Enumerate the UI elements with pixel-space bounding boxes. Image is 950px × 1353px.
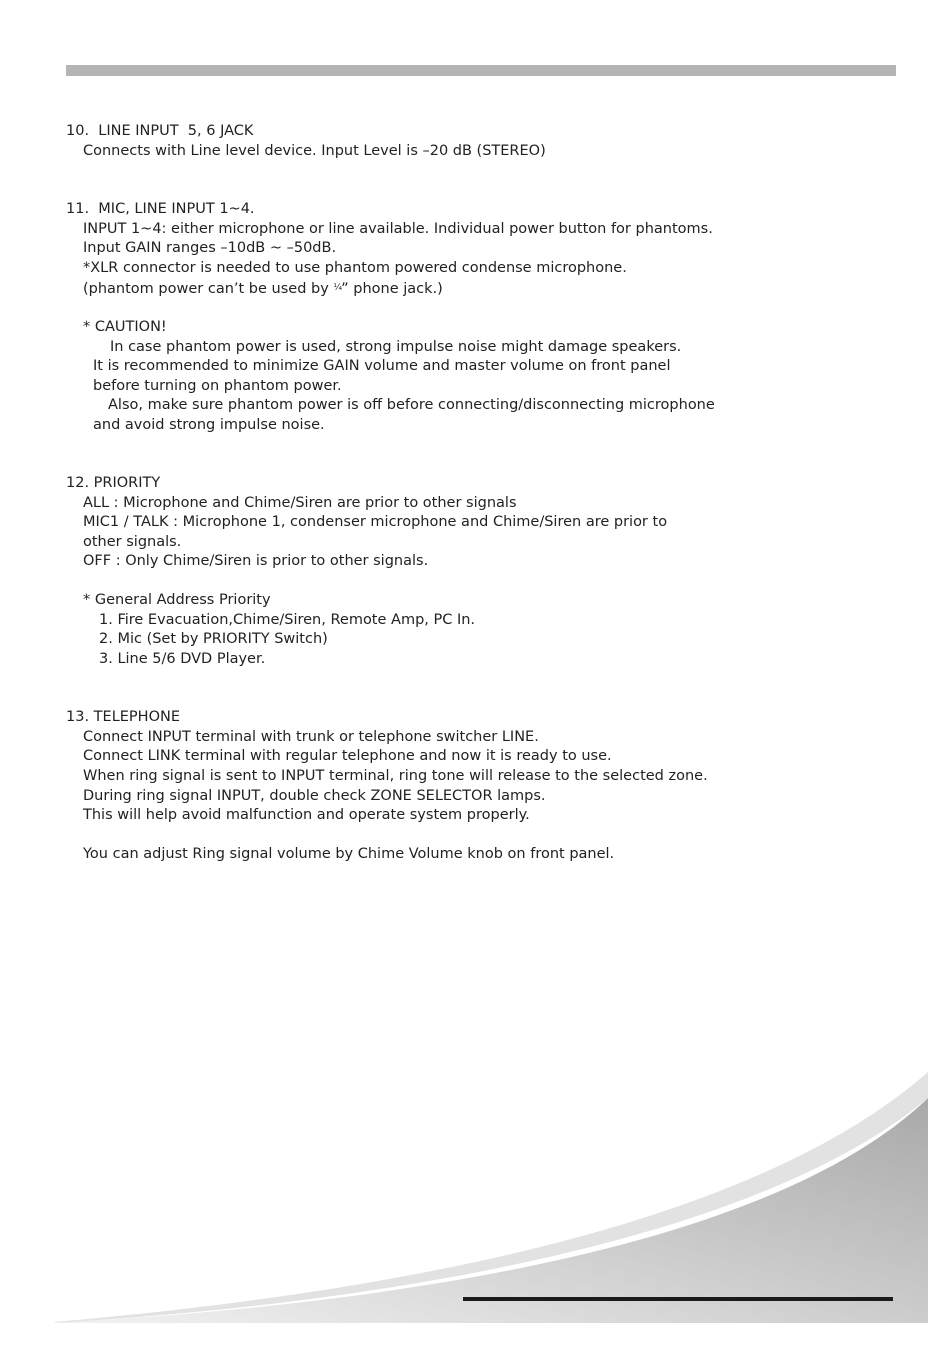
priority-line: OFF : Only Chime/Siren is prior to other signals.: [83, 553, 429, 569]
priority-line: ALL : Microphone and Chime/Siren are prior to other signals: [83, 495, 517, 511]
telephone-note: You can adjust Ring signal volume by Chime Volume knob on front panel.: [83, 846, 615, 862]
general-address-item: 3. Line 5/6 DVD Player.: [99, 651, 266, 667]
section-11-line: Input GAIN ranges –10dB ~ –50dB.: [83, 240, 337, 256]
caution-line: Also, make sure phantom power is off before connecting/disconnecting microphone: [108, 397, 715, 413]
section-11-heading: 11. MIC, LINE INPUT 1~4.: [66, 201, 255, 217]
caution-line: and avoid strong impulse noise.: [93, 417, 325, 433]
phantom-note-text-end: ” phone jack.): [341, 281, 443, 297]
caution-line: before turning on phantom power.: [93, 378, 342, 394]
section-12-heading: 12. PRIORITY: [66, 475, 161, 491]
telephone-line: During ring signal INPUT, double check ZONE SELECTOR lamps.: [83, 788, 546, 804]
priority-line: other signals.: [83, 534, 182, 550]
caution-line: It is recommended to minimize GAIN volume and master volume on front panel: [93, 358, 671, 374]
general-address-item: 2. Mic (Set by PRIORITY Switch): [99, 631, 328, 647]
section-10-line: Connects with Line level device. Input Level is –20 dB (STEREO): [83, 143, 546, 159]
footer-rule-line: [463, 1297, 893, 1301]
section-10-heading: 10. LINE INPUT 5, 6 JACK: [66, 123, 254, 139]
section-11-line: *XLR connector is needed to use phantom powered condense microphone.: [83, 260, 627, 276]
phantom-note-text: (phantom power can’t be used by: [83, 281, 329, 297]
swoosh-shape: [55, 1098, 928, 1323]
quarter-inch-fraction: ¼: [333, 283, 342, 293]
general-address-item: 1. Fire Evacuation,Chime/Siren, Remote Amp, PC In.: [99, 612, 476, 628]
section-11-line: INPUT 1~4: either microphone or line available. Individual power button for phantoms.: [83, 221, 713, 237]
section-13-heading: 13. TELEPHONE: [66, 709, 180, 725]
telephone-line: This will help avoid malfunction and operate system properly.: [83, 807, 530, 823]
priority-line: MIC1 / TALK : Microphone 1, condenser microphone and Chime/Siren are prior to: [83, 514, 668, 530]
telephone-line: When ring signal is sent to INPUT terminal, ring tone will release to the selected zone.: [83, 768, 708, 784]
caution-title: * CAUTION!: [83, 319, 167, 335]
telephone-line: Connect LINK terminal with regular telephone and now it is ready to use.: [83, 748, 612, 764]
general-address-title: * General Address Priority: [83, 592, 271, 608]
telephone-line: Connect INPUT terminal with trunk or telephone switcher LINE.: [83, 729, 539, 745]
caution-line: In case phantom power is used, strong impulse noise might damage speakers.: [110, 339, 682, 355]
